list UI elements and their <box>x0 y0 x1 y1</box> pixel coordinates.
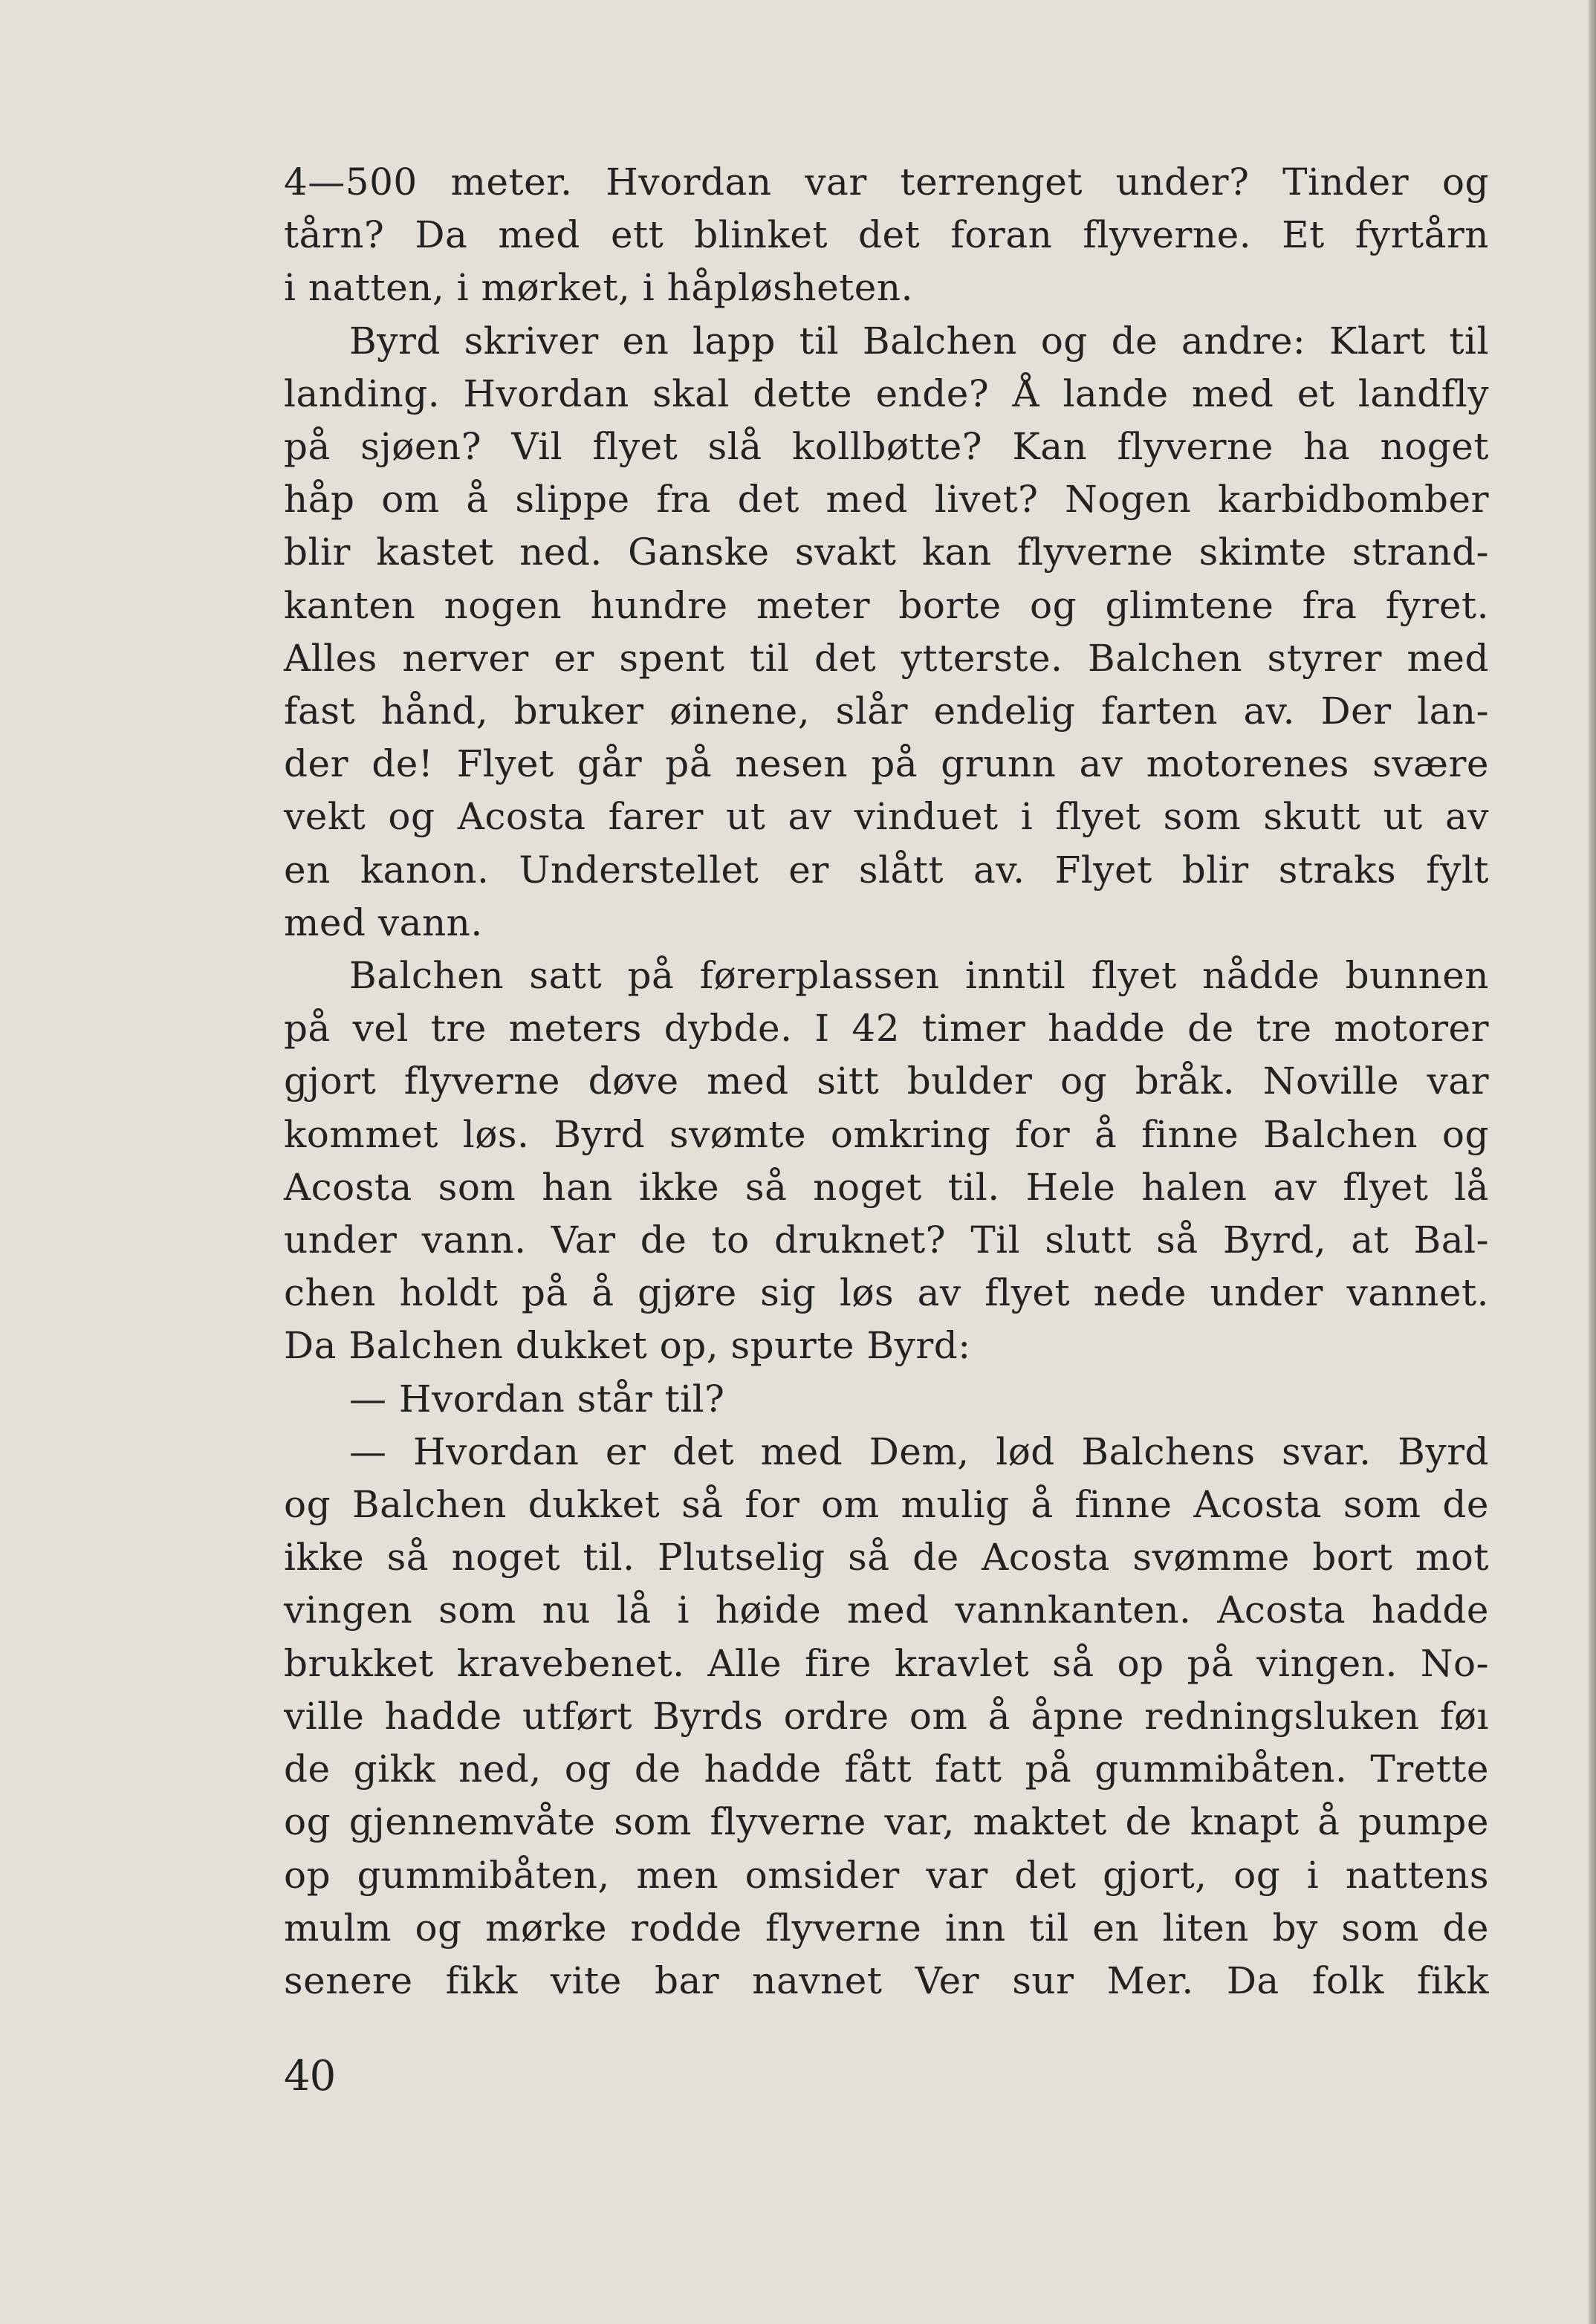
text-line: 4—500 meter. Hvordan var terrenget under? Tinder og <box>284 160 1489 204</box>
text-line: med vann. <box>284 900 483 944</box>
text-line: de gikk ned, og de hadde fått fatt på gummibåten. Trette <box>284 1747 1489 1791</box>
text-line: op gummibåten, men omsider var det gjort, og i nattens <box>284 1853 1489 1897</box>
text-line: og gjennemvåte som flyverne var, maktet de knapt å pumpe <box>284 1800 1489 1844</box>
text-line: tårn? Da med ett blinket det foran flyverne. Et fyrtårn <box>284 213 1489 257</box>
text-line: brukket kravebenet. Alle fire kravlet så op på vingen. No- <box>284 1641 1489 1685</box>
body-text <box>284 156 1489 2007</box>
text-line: en kanon. Understellet er slått av. Flyet blir straks fylt <box>284 848 1489 892</box>
text-line: — Hvordan er det med Dem, lød Balchens svar. Byrd <box>349 1429 1489 1473</box>
text-line: gjort flyverne døve med sitt bulder og bråk. Noville var <box>284 1059 1489 1103</box>
text-line: fast hånd, bruker øinene, slår endelig farten av. Der lan- <box>284 689 1489 733</box>
text-line: blir kastet ned. Ganske svakt kan flyverne skimte strand- <box>284 530 1489 574</box>
text-line: og Balchen dukket så for om mulig å finne Acosta som de <box>284 1483 1489 1527</box>
text-line: under vann. Var de to druknet? Til slutt så Byrd, at Bal- <box>284 1218 1489 1262</box>
text-line: Balchen satt på førerplassen inntil flyet nådde bunnen <box>349 954 1489 998</box>
page-number: 40 <box>284 2052 336 2100</box>
text-line: mulm og mørke rodde flyverne inn til en liten by som de <box>284 1906 1489 1950</box>
text-line: håp om å slippe fra det med livet? Nogen karbidbomber <box>284 478 1489 522</box>
text-line: vekt og Acosta farer ut av vinduet i flyet som skutt ut av <box>284 795 1489 839</box>
text-line: Acosta som han ikke så noget til. Hele halen av flyet lå <box>284 1165 1489 1209</box>
text-line: Da Balchen dukket op, spurte Byrd: <box>284 1324 971 1368</box>
text-line: i natten, i mørket, i håpløsheten. <box>284 266 913 310</box>
text-line: vingen som nu lå i høide med vannkanten. Acosta hadde <box>284 1588 1489 1632</box>
text-line: Alles nerver er spent til det ytterste. Balchen styrer med <box>284 636 1489 680</box>
text-line: senere fikk vite bar navnet Ver sur Mer. Da folk fikk <box>284 1958 1489 2002</box>
text-line: chen holdt på å gjøre sig løs av flyet nede under vannet. <box>284 1271 1489 1315</box>
text-line: landing. Hvordan skal dette ende? Å lande med et landfly <box>284 371 1489 415</box>
text-line: kanten nogen hundre meter borte og glimtene fra fyret. <box>284 583 1489 627</box>
text-line: ikke så noget til. Plutselig så de Acosta svømme bort mot <box>284 1536 1489 1580</box>
text-line: ville hadde utført Byrds ordre om å åpne redningsluken føı <box>284 1694 1489 1738</box>
page-edge <box>1589 0 1596 2324</box>
text-line: — Hvordan står til? <box>349 1377 725 1421</box>
text-line: Byrd skriver en lapp til Balchen og de andre: Klart til <box>349 319 1489 363</box>
text-line: kommet løs. Byrd svømte omkring for å finne Balchen og <box>284 1112 1489 1156</box>
text-line: på sjøen? Vil flyet slå kollbøtte? Kan flyverne ha noget <box>284 425 1489 469</box>
text-line: på vel tre meters dybde. I 42 timer hadde de tre motorer <box>284 1007 1489 1051</box>
text-line: der de! Flyet går på nesen på grunn av motorenes svære <box>284 742 1489 786</box>
